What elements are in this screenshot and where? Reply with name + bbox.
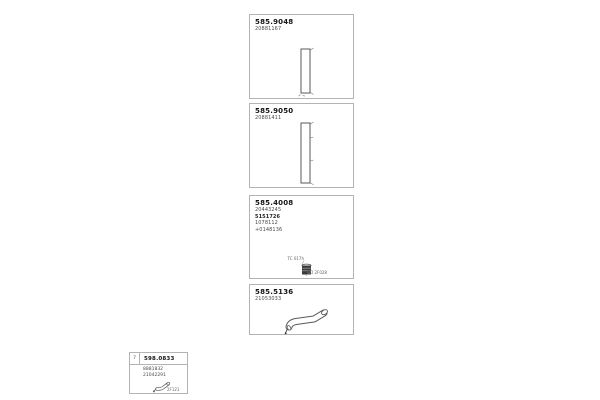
oem-reference: 5151726 bbox=[255, 213, 281, 220]
part-panel-585-9050 bbox=[249, 103, 354, 188]
part-number: 598.0833 bbox=[144, 355, 175, 362]
straight-pipe-icon bbox=[250, 15, 355, 100]
drawing-annotation: 2F121 bbox=[167, 387, 180, 392]
footnote-marker: 7 bbox=[130, 353, 140, 364]
oem-reference: 20881167 bbox=[255, 26, 282, 33]
part-number: 585.9048 bbox=[255, 18, 294, 26]
drawing-annotation-left: TC 017h bbox=[287, 256, 304, 261]
part-panel-585-4008 bbox=[249, 195, 354, 279]
straight-pipe-icon bbox=[250, 104, 355, 189]
oem-reference: 21042291 bbox=[143, 372, 166, 378]
oem-reference: 1078112 bbox=[255, 220, 278, 227]
part-panel-585-9048 bbox=[249, 14, 354, 99]
drawing-annotation-right: DO 2F028 bbox=[307, 270, 327, 275]
oem-reference: 20443245 bbox=[255, 207, 282, 214]
part-panel-585-5136 bbox=[249, 284, 354, 335]
small-bent-pipe-icon bbox=[130, 353, 189, 395]
part-number: 585.9050 bbox=[255, 107, 294, 115]
part-number: 585.4008 bbox=[255, 199, 294, 207]
flex-connector-icon bbox=[250, 196, 355, 280]
part-number: 585.5136 bbox=[255, 288, 294, 296]
oem-reference: 8881832 bbox=[143, 367, 164, 372]
footnote-panel-598-0833 bbox=[129, 352, 188, 394]
oem-reference: +0148136 bbox=[255, 226, 283, 233]
bent-pipe-icon bbox=[250, 285, 355, 336]
oem-reference: 20881411 bbox=[255, 115, 282, 122]
oem-reference: 21053033 bbox=[255, 296, 282, 303]
